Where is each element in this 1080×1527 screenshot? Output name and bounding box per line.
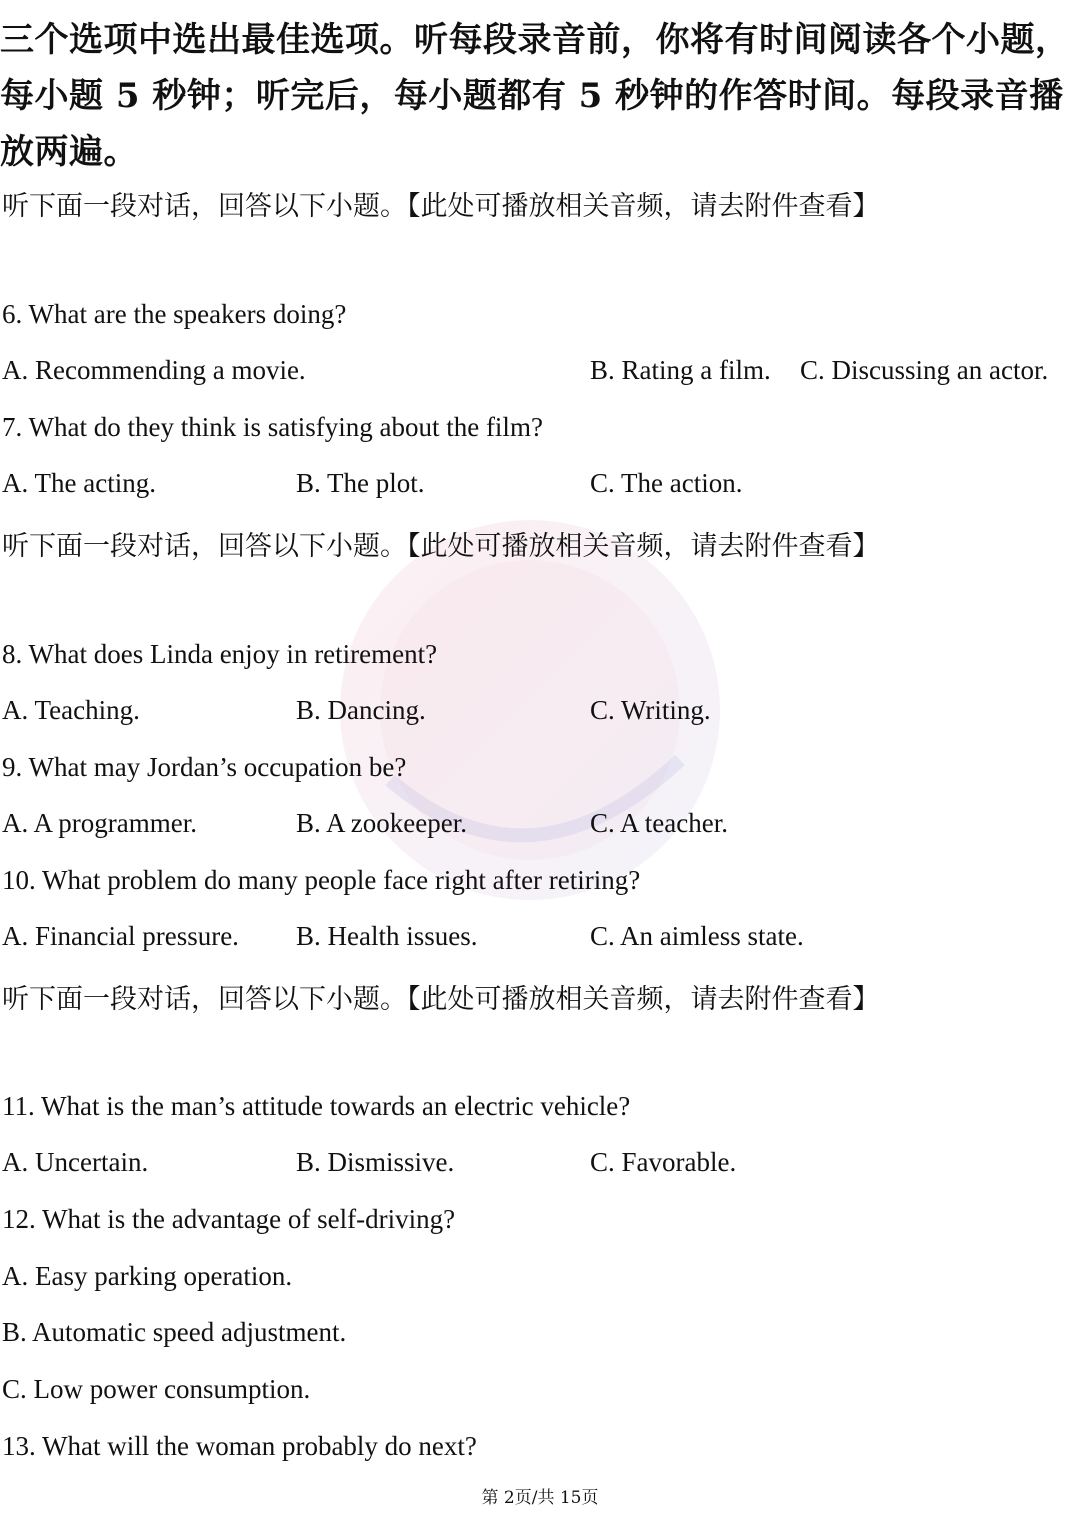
question-7-option-a: A. The acting. [2,468,156,498]
question-6-option-c: C. Discussing an actor. [800,355,1049,385]
question-8-option-b: B. Dancing. [296,695,426,725]
question-12-option-b: B. Automatic speed adjustment. [2,1317,347,1347]
question-6-option-a: A. Recommending a movie. [2,355,306,385]
section-prompt-3: 听下面一段对话，回答以下小题。【此处可播放相关音频，请去附件查看】 [2,984,880,1015]
question-12-option-a: A. Easy parking operation. [2,1261,293,1291]
section-prompt-1: 听下面一段对话，回答以下小题。【此处可播放相关音频，请去附件查看】 [2,191,880,222]
question-11-option-a: A. Uncertain. [2,1147,149,1177]
question-12-stem: 12. What is the advantage of self-driving? [2,1204,456,1234]
question-9-option-c: C. A teacher. [590,808,728,838]
question-12-option-c: C. Low power consumption. [2,1374,311,1404]
instruction-line-2: 每小题 5 秒钟；听完后，每小题都有 5 秒钟的作答时间。每段录音播 [0,76,1064,116]
question-6-stem: 6. What are the speakers doing? [2,299,347,329]
question-13-stem: 13. What will the woman probably do next? [2,1431,477,1461]
question-10-option-c: C. An aimless state. [590,921,804,951]
question-9-stem: 9. What may Jordan’s occupation be? [2,752,407,782]
question-9-option-a: A. A programmer. [2,808,197,838]
question-7-stem: 7. What do they think is satisfying about the film? [2,412,543,442]
question-6-option-b: B. Rating a film. [590,355,771,385]
question-10-stem: 10. What problem do many people face right after retiring? [2,865,641,895]
question-8-option-c: C. Writing. [590,695,711,725]
question-11-stem: 11. What is the man’s attitude towards an electric vehicle? [2,1091,631,1121]
instruction-line-3: 放两遍。 [0,132,138,172]
instruction-line-1: 三个选项中选出最佳选项。听每段录音前，你将有时间阅读各个小题， [0,20,1070,60]
question-9-option-b: B. A zookeeper. [296,808,467,838]
question-7-option-b: B. The plot. [296,468,425,498]
page-number-footer: 第 2页/共 15页 [481,1488,599,1508]
question-10-option-a: A. Financial pressure. [2,921,239,951]
question-8-stem: 8. What does Linda enjoy in retirement? [2,639,438,669]
section-prompt-2: 听下面一段对话，回答以下小题。【此处可播放相关音频，请去附件查看】 [2,531,880,562]
question-11-option-b: B. Dismissive. [296,1147,455,1177]
question-8-option-a: A. Teaching. [2,695,140,725]
question-10-option-b: B. Health issues. [296,921,478,951]
question-7-option-c: C. The action. [590,468,743,498]
question-11-option-c: C. Favorable. [590,1147,737,1177]
